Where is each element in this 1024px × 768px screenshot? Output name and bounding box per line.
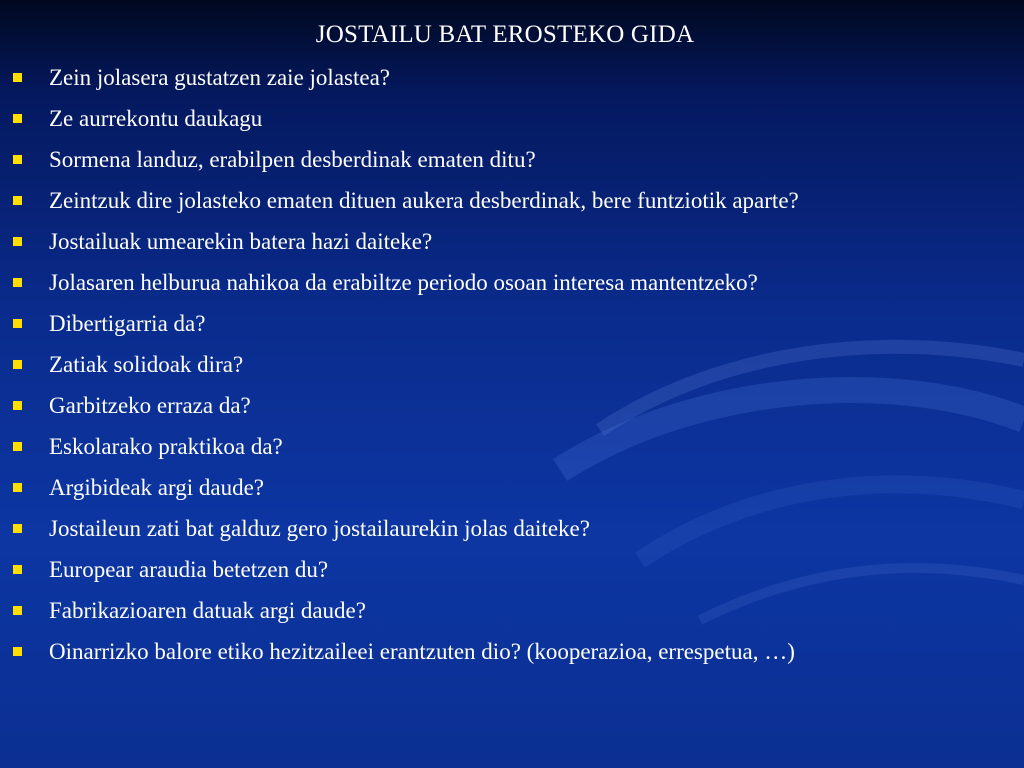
- bullet-text: Eskolarako praktikoa da?: [49, 434, 283, 459]
- bullet-text: Oinarrizko balore etiko hezitzaileei erantzuten dio? (kooperazioa, errespetua, …): [49, 639, 795, 664]
- bullet-item: [0, 467, 1010, 508]
- bullet-text: Jolasaren helburua nahikoa da erabiltze periodo osoan interesa mantentzeko?: [49, 270, 758, 295]
- bullet-item: [0, 549, 1010, 590]
- bullet-text: Sormena landuz, erabilpen desberdinak ematen ditu?: [49, 147, 536, 172]
- bullet-text: Argibideak argi daude?: [49, 475, 265, 500]
- square-bullet-icon: [13, 114, 22, 123]
- bullet-text: Ze aurrekontu daukagu: [49, 106, 263, 131]
- bullet-text: Zein jolasera gustatzen zaie jolastea?: [49, 65, 390, 90]
- bullet-item: [0, 426, 1010, 467]
- bullet-item: [0, 262, 1010, 303]
- square-bullet-icon: [13, 237, 22, 246]
- bullet-item: [0, 508, 1010, 549]
- square-bullet-icon: [13, 524, 22, 533]
- bullet-item: [0, 139, 1010, 180]
- bullet-text: Europear araudia betetzen du?: [49, 557, 329, 582]
- square-bullet-icon: [13, 196, 22, 205]
- square-bullet-icon: [13, 483, 22, 492]
- bullet-text: Garbitzeko erraza da?: [49, 393, 251, 418]
- slide-title: JOSTAILU BAT EROSTEKO GIDA: [315, 21, 695, 48]
- bullet-item: [0, 385, 1010, 426]
- square-bullet-icon: [13, 565, 22, 574]
- bullet-item: [0, 221, 1010, 262]
- square-bullet-icon: [13, 319, 22, 328]
- bullet-text: Jostailuak umearekin batera hazi daiteke?: [49, 229, 433, 254]
- square-bullet-icon: [13, 606, 22, 615]
- bullet-item: [0, 344, 1010, 385]
- bullet-text: Zatiak solidoak dira?: [49, 352, 244, 377]
- bullet-item: [0, 98, 1010, 139]
- bullet-text: Jostaileun zati bat galduz gero jostailaurekin jolas daiteke?: [49, 516, 590, 541]
- bullet-item: [0, 590, 1010, 631]
- square-bullet-icon: [13, 360, 22, 369]
- bullet-item: [0, 57, 1010, 98]
- bullet-text: Fabrikazioaren datuak argi daude?: [49, 598, 366, 623]
- square-bullet-icon: [13, 73, 22, 82]
- square-bullet-icon: [13, 155, 22, 164]
- bullet-item: [0, 303, 1010, 344]
- square-bullet-icon: [13, 278, 22, 287]
- square-bullet-icon: [13, 647, 22, 656]
- bullet-item: [0, 180, 1010, 221]
- bullet-text: Zeintzuk dire jolasteko ematen dituen aukera desberdinak, bere funtziotik aparte?: [49, 188, 799, 213]
- bullet-item: [0, 631, 1010, 672]
- square-bullet-icon: [13, 401, 22, 410]
- bullet-list: [0, 57, 1010, 672]
- square-bullet-icon: [13, 442, 22, 451]
- bullet-text: Dibertigarria da?: [49, 311, 206, 336]
